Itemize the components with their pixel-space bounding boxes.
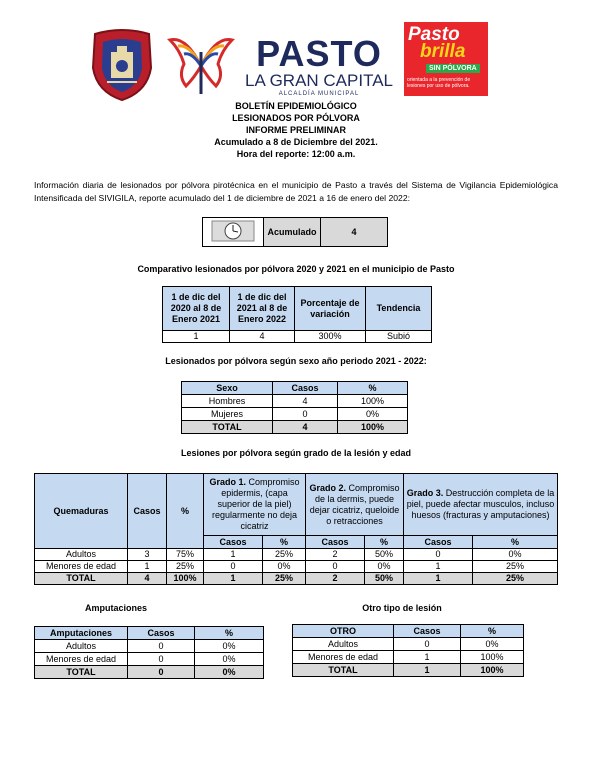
- burns-cell: 1: [128, 561, 167, 573]
- burns-cell: 1: [404, 573, 473, 585]
- burns-header-grade1: Grado 1. Compromiso epidermis, (capa superior de la piel) regularmente no deja cicatriz: [204, 474, 306, 536]
- sex-title: Lesionados por pólvora según sexo año periodo 2021 - 2022:: [165, 356, 427, 366]
- amp-cell: Menores de edad: [35, 653, 128, 666]
- burns-cell: 25%: [167, 561, 204, 573]
- butterfly-logo: [166, 32, 236, 96]
- burns-cell: 2: [306, 549, 365, 561]
- amp-cell: 0: [128, 666, 195, 679]
- title-line-4: Acumulado a 8 de Diciembre del 2021.: [214, 137, 378, 147]
- table-row-total: [293, 664, 524, 677]
- table-row: [182, 395, 408, 408]
- amputations-table: [34, 626, 264, 679]
- sex-table: [181, 381, 408, 434]
- burns-cell: 50%: [365, 573, 404, 585]
- burns-cell: 100%: [167, 573, 204, 585]
- pasto-brilla-logo: [404, 22, 488, 96]
- amp-cell: 0%: [195, 653, 264, 666]
- comp-cell-2021: 4: [230, 331, 295, 343]
- burns-header-casos: Casos: [128, 474, 167, 549]
- logo-pasto: PASTO: [256, 33, 382, 74]
- other-cell: 1: [394, 664, 461, 677]
- burns-cell: 0%: [263, 561, 306, 573]
- table-row: [182, 408, 408, 421]
- accum-label: Acumulado: [264, 218, 321, 247]
- burns-header-grade3: Grado 3. Destrucción completa de la piel, puede afectar musculos, incluso huesos (fracturas y amputaciones): [404, 474, 558, 536]
- burns-cell: TOTAL: [35, 573, 128, 585]
- table-row-total: [182, 421, 408, 434]
- amp-cell: 0: [128, 640, 195, 653]
- sex-cell: 0: [273, 408, 338, 421]
- burns-cell: 25%: [263, 573, 306, 585]
- burns-header-grade2: Grado 2. Compromiso de la dermis, puede dejar cicatriz, queloide o retracciones: [306, 474, 404, 536]
- burns-sub-casos: Casos: [404, 536, 473, 549]
- burns-sub-pct: %: [365, 536, 404, 549]
- burns-table: [34, 473, 558, 585]
- burns-cell: 25%: [473, 573, 558, 585]
- logo-alcaldia: ALCALDÍA MUNICIPAL: [278, 91, 360, 97]
- title-line-3: INFORME PRELIMINAR: [246, 125, 346, 135]
- comparative-title: Comparativo lesionados por pólvora 2020 y 2021 en el municipio de Pasto: [137, 264, 455, 274]
- amp-cell: Adultos: [35, 640, 128, 653]
- burns-sub-pct: %: [473, 536, 558, 549]
- amp-cell: 0%: [195, 666, 264, 679]
- burns-cell: 4: [128, 573, 167, 585]
- table-row: [35, 640, 264, 653]
- burns-cell: 0: [204, 561, 263, 573]
- comp-cell-variation: 300%: [295, 331, 366, 343]
- campaign-sin-polvora: SIN PÓLVORA: [426, 64, 480, 73]
- amp-cell: 0%: [195, 640, 264, 653]
- title-line-1: BOLETÍN EPIDEMIOLÓGICO: [235, 101, 357, 111]
- burns-cell: 0: [404, 549, 473, 561]
- sex-cell: Mujeres: [182, 408, 273, 421]
- sex-cell: 4: [273, 395, 338, 408]
- other-table: [292, 624, 524, 677]
- sex-cell: 100%: [338, 395, 408, 408]
- amp-cell: 0: [128, 653, 195, 666]
- table-row: [293, 651, 524, 664]
- bulletin-title: [0, 100, 592, 160]
- other-cell: 0: [394, 638, 461, 651]
- amp-header-type: Amputaciones: [35, 627, 128, 640]
- sex-header-sex: Sexo: [182, 382, 273, 395]
- clock-icon: [211, 220, 255, 242]
- comp-cell-trend: Subió: [366, 331, 432, 343]
- sex-header-pct: %: [338, 382, 408, 395]
- sex-header-cases: Casos: [273, 382, 338, 395]
- burns-header-pct: %: [167, 474, 204, 549]
- burns-sub-pct: %: [263, 536, 306, 549]
- sex-cell: TOTAL: [182, 421, 273, 434]
- comp-cell-2020: 1: [163, 331, 230, 343]
- other-cell: TOTAL: [293, 664, 394, 677]
- pasto-logo-text: [238, 33, 400, 98]
- burns-cell: 1: [404, 561, 473, 573]
- burns-cell: 2: [306, 573, 365, 585]
- sex-cell: 0%: [338, 408, 408, 421]
- burns-title: Lesiones por pólvora según grado de la lesión y edad: [180, 448, 412, 458]
- accum-value: 4: [321, 218, 388, 247]
- burns-cell: 75%: [167, 549, 204, 561]
- burns-sub-casos: Casos: [204, 536, 263, 549]
- burns-cell: 25%: [473, 561, 558, 573]
- other-cell: 0%: [461, 638, 524, 651]
- sex-cell: Hombres: [182, 395, 273, 408]
- other-cell: Menores de edad: [293, 651, 394, 664]
- campaign-word-pasto: Pasto: [408, 24, 460, 45]
- table-row-total: [35, 573, 558, 585]
- intro-paragraph: Información diaria de lesionados por pólvora pirotécnica en el municipio de Pasto a través del Sistema de Vigilancia Epidemiológica Intensificada del SIVIGILA, reporte acumulado del 1 de diciembre de 2021 a 16 de enero del 2022:: [34, 180, 558, 203]
- burns-cell: 25%: [263, 549, 306, 561]
- burns-cell: 0%: [473, 549, 558, 561]
- table-row: [293, 638, 524, 651]
- other-header-cases: Casos: [394, 625, 461, 638]
- amp-header-pct: %: [195, 627, 264, 640]
- coat-of-arms-logo: [87, 28, 157, 102]
- burns-cell: 0%: [365, 561, 404, 573]
- other-header-type: OTRO: [293, 625, 394, 638]
- campaign-tagline: orientada a la prevención de lesiones por uso de pólvora.: [407, 77, 471, 89]
- amp-cell: TOTAL: [35, 666, 128, 679]
- burns-cell: 1: [204, 573, 263, 585]
- amputations-title: Amputaciones: [84, 603, 147, 613]
- campaign-word-brilla: brilla: [420, 41, 466, 62]
- burns-cell: 3: [128, 549, 167, 561]
- other-cell: 1: [394, 651, 461, 664]
- title-line-2: LESIONADOS POR PÓLVORA: [232, 113, 360, 123]
- table-row: [35, 561, 558, 573]
- sex-cell: 100%: [338, 421, 408, 434]
- other-cell: 100%: [461, 664, 524, 677]
- amp-header-cases: Casos: [128, 627, 195, 640]
- burns-cell: 50%: [365, 549, 404, 561]
- logo-gran-capital: LA GRAN CAPITAL: [244, 71, 393, 90]
- other-header-pct: %: [461, 625, 524, 638]
- burns-cell: 1: [204, 549, 263, 561]
- sex-cell: 4: [273, 421, 338, 434]
- burns-header-quemaduras: Quemaduras: [35, 474, 128, 549]
- comp-header-variation: Porcentaje de variación: [295, 287, 366, 331]
- comparative-table: [162, 286, 432, 343]
- comp-header-2021: 1 de dic del 2021 al 8 de Enero 2022: [230, 287, 295, 331]
- other-title: Otro tipo de lesión: [362, 603, 442, 613]
- title-line-5: Hora del reporte: 12:00 a.m.: [236, 149, 356, 159]
- accumulated-table: [202, 217, 388, 247]
- clock-cell: [203, 218, 264, 247]
- comp-header-2020: 1 de dic del 2020 al 8 de Enero 2021: [163, 287, 230, 331]
- table-row: [35, 653, 264, 666]
- burns-sub-casos: Casos: [306, 536, 365, 549]
- other-cell: 100%: [461, 651, 524, 664]
- burns-cell: Adultos: [35, 549, 128, 561]
- other-cell: Adultos: [293, 638, 394, 651]
- comp-header-trend: Tendencia: [366, 287, 432, 331]
- burns-cell: Menores de edad: [35, 561, 128, 573]
- table-row-total: [35, 666, 264, 679]
- table-row: [35, 549, 558, 561]
- burns-cell: 0: [306, 561, 365, 573]
